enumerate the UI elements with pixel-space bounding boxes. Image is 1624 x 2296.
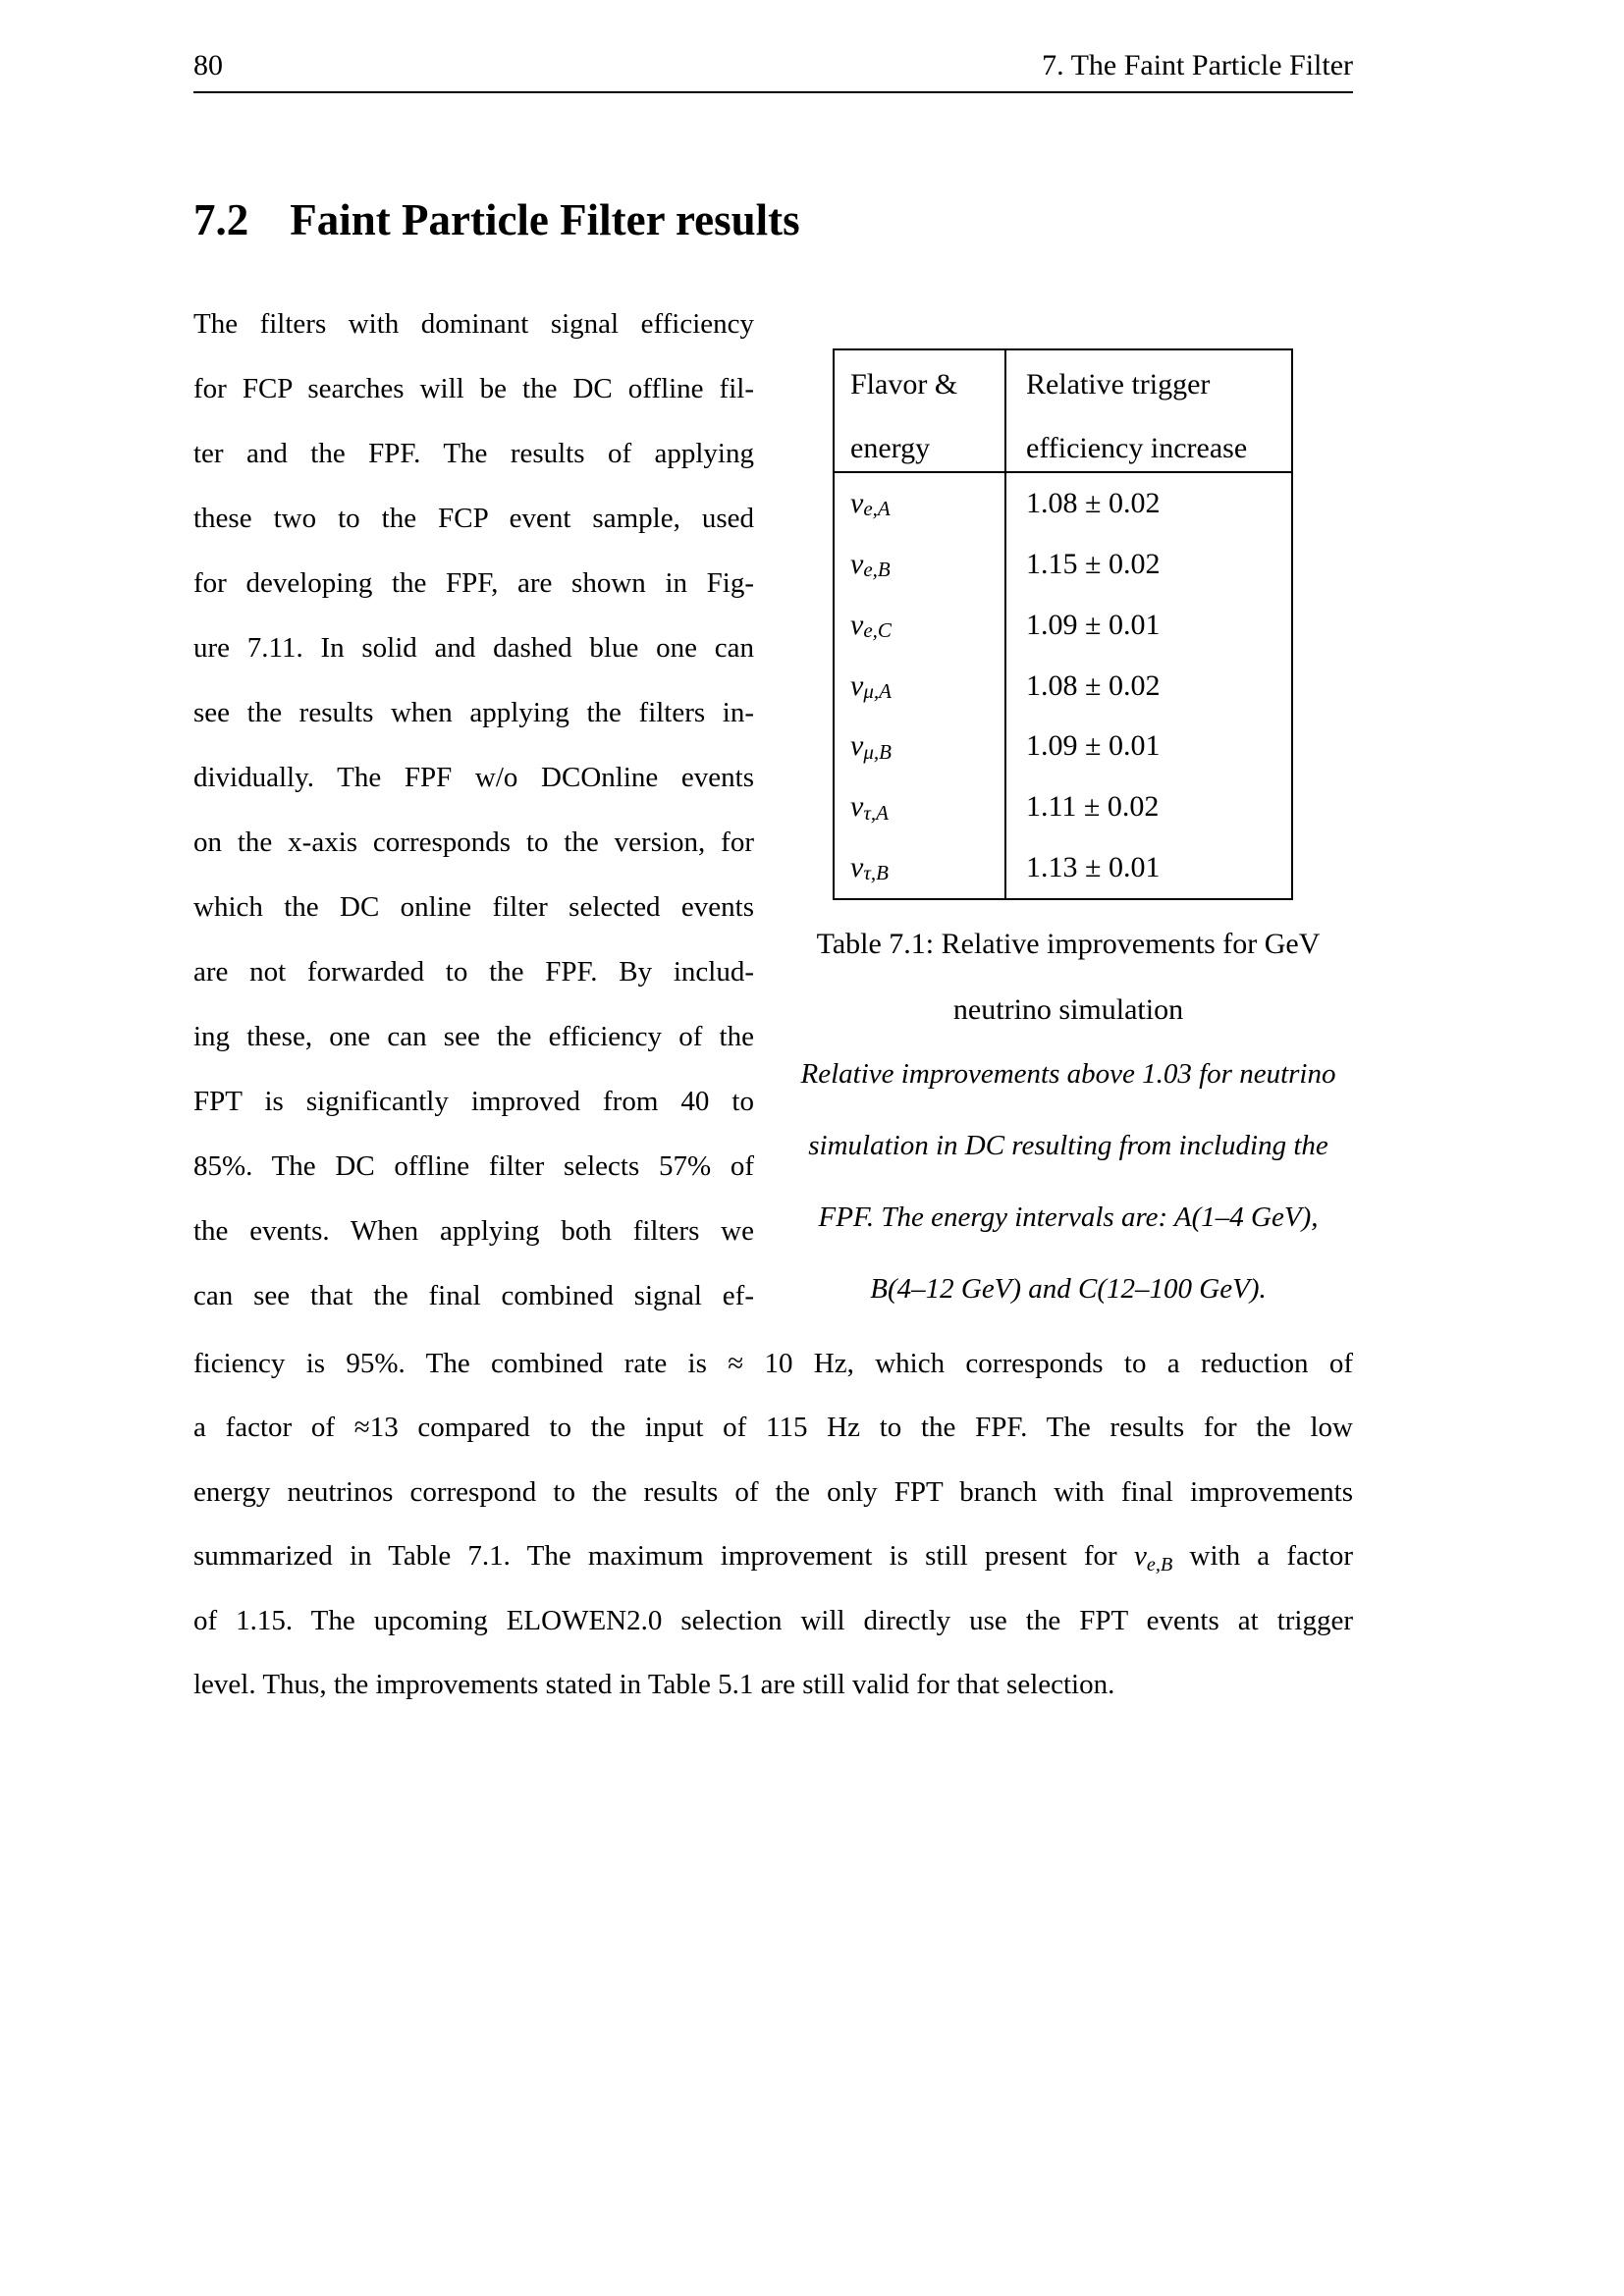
value-cell: 1.08 ± 0.02 [1026,486,1161,519]
body-continuation [193,1332,1353,1717]
text-line: simulation in DC resulting from including the [808,1130,1328,1161]
text-line: Relative trigger [1026,368,1211,400]
text-line: energy neutrinos correspond to the results of the only FPT branch with final improvements [193,1475,1353,1508]
text-line: are not forwarded to the FPF. By includ- [193,956,754,988]
table-header-efficiency [1006,350,1291,471]
nu-subscript: μ,A [863,678,892,703]
table-row [835,656,1291,717]
text-line: level. Thus, the improvements stated in Table 5.1 are still valid for that selection. [193,1668,1115,1700]
text-line: for FCP searches will be the DC offline fil- [193,373,754,404]
nu-subscript: e,B [863,558,891,582]
table-header-row [835,350,1291,473]
text-line: Relative improvements above 1.03 for neutrino [800,1058,1336,1090]
section-heading [193,194,1353,245]
flavor-cell [835,837,1006,898]
text-line: B(4–12 GeV) and C(12–100 GeV). [870,1273,1267,1305]
nu-subscript: μ,B [863,739,892,764]
text-line: dividually. The FPF w/o DCOnline events [193,762,754,793]
nu-subscript: τ,A [863,800,889,825]
table-row [835,534,1291,595]
table-row [835,837,1291,898]
table-row [835,473,1291,534]
text-line: Table 7.1: Relative improvements for GeV [816,928,1321,960]
table-row [835,716,1291,776]
header-rule [193,91,1353,93]
text-line: FPT is significantly improved from 40 to [193,1086,754,1117]
text-line: ing these, one can see the efficiency of the [193,1021,754,1052]
chapter-title: 7. The Faint Particle Filter [1042,49,1353,81]
text-line: summarized in Table 7.1. The maximum improvement is still present for $\nu_{e,B}$ with a factor [193,1540,1353,1575]
text-line: of 1.15. The upcoming ELOWEN2.0 selection will directly use the FPT events at trigger [193,1604,1353,1636]
table-row [835,595,1291,656]
body-left-column [193,292,754,1328]
flavor-cell [835,776,1006,837]
value-cell: 1.09 ± 0.01 [1026,608,1161,641]
text-line: ficiency is 95%. The combined rate is ≈ 10 Hz, which corresponds to a reduction of [193,1348,1353,1379]
table-header-flavor [835,350,1006,471]
text-line: efficiency increase [1026,432,1248,464]
nu-subscript: e,B [1146,1553,1173,1575]
text-line: 85%. The DC offline filter selects 57% of [193,1150,754,1182]
value-cell: 1.15 ± 0.02 [1026,547,1161,580]
flavor-cell [835,534,1006,595]
flavor-cell [835,716,1006,776]
nu-symbol: ν [850,668,864,702]
section-title: Faint Particle Filter results [290,195,800,244]
text-line: which the DC online filter selected events [193,891,754,923]
nu-subscript: τ,B [863,861,889,885]
flavor-cell [835,473,1006,534]
value-cell: 1.08 ± 0.02 [1026,668,1161,702]
text-line: FPF. The energy intervals are: A(1–4 GeV), [818,1201,1319,1233]
nu-symbol: ν [850,486,864,519]
text-line: these two to the FCP event sample, used [193,503,754,534]
text-line: energy [850,432,931,464]
text-line: Flavor & [850,368,958,400]
text-line: neutrino simulation [952,993,1184,1026]
nu-subscript: e,C [863,618,892,643]
nu-symbol: ν [850,790,864,824]
table-caption [781,911,1356,1042]
nu-symbol: ν [850,729,864,763]
nu-subscript: e,A [863,497,891,521]
results-table [833,348,1293,900]
table-row [835,776,1291,837]
value-cell: 1.13 ± 0.01 [1026,851,1161,884]
section-number: 7.2 [193,195,249,244]
nu-symbol: ν [850,547,864,580]
flavor-cell [835,656,1006,717]
text-line: the events. When applying both filters we [193,1215,754,1247]
page-header [193,49,1353,82]
text-line: for developing the FPF, are shown in Fig- [193,567,754,599]
table-caption-note [776,1039,1361,1325]
table-body [835,473,1291,898]
value-cell: 1.09 ± 0.01 [1026,729,1161,763]
nu-symbol: ν [1133,1540,1147,1573]
value-cell: 1.11 ± 0.02 [1026,790,1160,824]
text-line: see the results when applying the filters in- [193,697,754,728]
text-line: a factor of ≈13 compared to the input of 115 Hz to the FPF. The results for the low [193,1412,1353,1444]
nu-symbol: ν [850,608,864,641]
text-line: The filters with dominant signal efficiency [193,308,754,340]
text-line: on the x-axis corresponds to the version, for [193,827,754,858]
text-line: can see that the final combined signal ef- [193,1280,754,1311]
flavor-cell [835,595,1006,656]
page-number: 80 [193,49,223,81]
text-line: ter and the FPF. The results of applying [193,438,754,469]
text-line: ure 7.11. In solid and dashed blue one can [193,632,754,664]
nu-symbol: ν [850,851,864,884]
